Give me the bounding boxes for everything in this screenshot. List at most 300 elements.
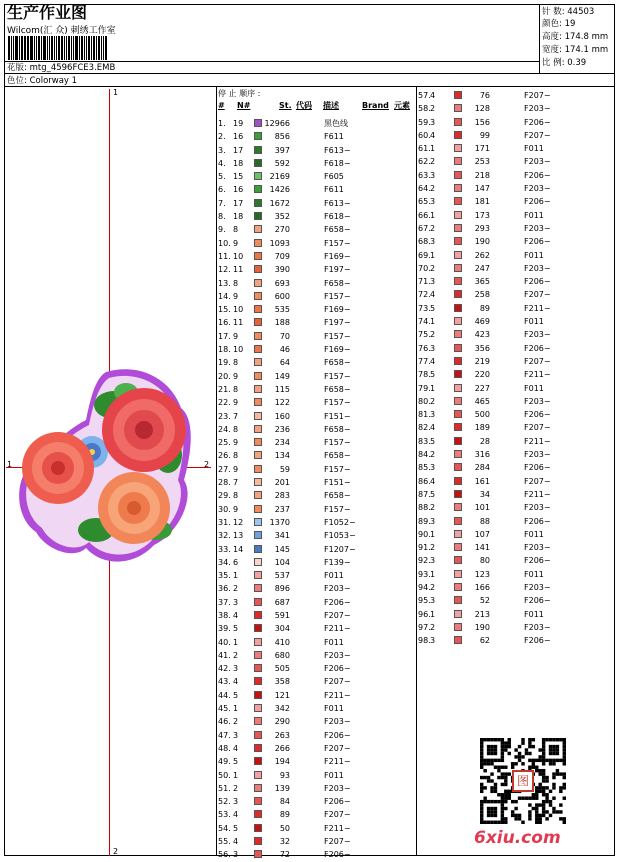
- row-index: 84.: [418, 450, 431, 460]
- row-index: 32.: [218, 531, 231, 541]
- row-index: 77.: [418, 356, 431, 366]
- thread-color-swatch: [454, 290, 462, 298]
- sequence-row: [418, 169, 551, 182]
- row-index: 96.: [418, 609, 431, 619]
- sequence-row: [418, 395, 551, 408]
- thread-code: F203−: [524, 263, 551, 273]
- thread-code: F1207−: [324, 544, 356, 554]
- stitch-count: 253: [474, 157, 490, 167]
- needle-number: 5: [430, 489, 436, 499]
- stitch-count: 500: [474, 410, 490, 420]
- design-file-row: 花版: mtg_4596FCE3.EMB: [7, 63, 116, 73]
- row-index: 31.: [218, 517, 231, 527]
- row-index: 21.: [218, 384, 231, 394]
- sequence-row: [218, 303, 414, 316]
- thread-color-swatch: [254, 545, 262, 553]
- sequence-row: [218, 210, 414, 223]
- thread-color-swatch: [254, 717, 262, 725]
- sequence-row: [218, 117, 414, 130]
- needle-number: 11: [233, 318, 244, 328]
- thread-color-swatch: [454, 131, 462, 139]
- needle-number: 9: [233, 464, 239, 474]
- thread-color-swatch: [454, 251, 462, 259]
- needle-number: 3: [430, 237, 436, 247]
- thread-code: F206−: [524, 463, 551, 473]
- sequence-row: [418, 222, 551, 235]
- stitch-count: 89: [479, 303, 490, 313]
- sequence-row: [418, 142, 544, 155]
- thread-code: F203−: [524, 396, 551, 406]
- thread-code: F203−: [524, 543, 551, 553]
- thread-color-swatch: [454, 570, 462, 578]
- thread-code: F207−: [324, 837, 351, 847]
- design-file: mtg_4596FCE3.EMB: [29, 63, 116, 73]
- needle-number: 3: [233, 730, 239, 740]
- thread-code: F211−: [324, 624, 351, 634]
- sequence-row: [218, 755, 414, 768]
- row-index: 66.: [418, 210, 431, 220]
- sequence-row: [218, 423, 414, 436]
- thread-color-swatch: [254, 451, 262, 459]
- stitch-count: 64: [279, 358, 290, 368]
- row-index: 82.: [418, 423, 431, 433]
- stitch-count: 101: [474, 503, 490, 513]
- needle-number: 4: [233, 743, 239, 753]
- stitch-count: 76: [479, 91, 490, 100]
- thread-color-swatch: [254, 850, 262, 858]
- thread-color-swatch: [454, 197, 462, 205]
- sequence-row: [218, 689, 414, 702]
- stitch-count: 356: [474, 343, 490, 353]
- needle-number: 5: [233, 624, 239, 634]
- row-index: 90.: [418, 529, 431, 539]
- stitch-count: 104: [274, 557, 290, 567]
- thread-color-swatch: [254, 279, 262, 287]
- row-index: 53.: [218, 810, 231, 820]
- thread-code: F011: [524, 250, 544, 260]
- thread-code: F203−: [324, 783, 351, 793]
- row-index: 75.: [418, 330, 431, 340]
- row-index: 85.: [418, 463, 431, 473]
- thread-code: F206−: [524, 410, 551, 420]
- stop-sequence-title: 停 止 顺序 :: [218, 89, 261, 98]
- stitch-count: 680: [274, 650, 290, 660]
- needle-number: 3: [430, 596, 436, 606]
- sequence-row: [418, 288, 551, 301]
- thread-code: F203−: [524, 503, 551, 513]
- thread-color-swatch: [254, 531, 262, 539]
- sequence-row: [218, 795, 414, 808]
- thread-color-swatch: [254, 305, 262, 313]
- thread-code: F211−: [324, 757, 351, 767]
- needle-number: 3: [430, 463, 436, 473]
- sequence-row: [218, 396, 414, 409]
- thread-color-swatch: [254, 797, 262, 805]
- thread-color-swatch: [454, 224, 462, 232]
- stitch-count: 188: [274, 318, 290, 328]
- sequence-row: [418, 568, 544, 581]
- thread-color-swatch: [254, 199, 262, 207]
- sequence-row: [418, 182, 551, 195]
- stitch-count: 219: [474, 356, 490, 366]
- needle-number: 3: [430, 170, 436, 180]
- row-index: 58.: [418, 104, 431, 114]
- stitch-count: 537: [274, 571, 290, 581]
- thread-color-swatch: [254, 425, 262, 433]
- needle-number: 6: [233, 557, 239, 567]
- sequence-row: [418, 435, 551, 448]
- stop-sequence-column-1: [218, 117, 414, 862]
- sequence-row: [418, 554, 551, 567]
- row-index: 42.: [218, 664, 231, 674]
- needle-number: 3: [430, 117, 436, 127]
- axis-label-top: 1: [113, 88, 119, 97]
- needle-number: 1: [430, 569, 436, 579]
- row-index: 98.: [418, 636, 431, 646]
- row-index: 73.: [418, 303, 431, 313]
- thread-color-swatch: [254, 159, 262, 167]
- thread-color-swatch: [454, 543, 462, 551]
- stitch-count: 171: [474, 144, 490, 154]
- thread-code: F207−: [524, 130, 551, 140]
- thread-color-swatch: [454, 237, 462, 245]
- sequence-row: [418, 461, 551, 474]
- needle-number: 16: [233, 132, 244, 142]
- stitch-count: 46: [279, 345, 290, 355]
- sequence-row: [418, 448, 551, 461]
- needle-number: 8: [233, 451, 239, 461]
- thread-code: F618−: [324, 158, 351, 168]
- needle-number: 3: [430, 410, 436, 420]
- stitch-count: 365: [474, 277, 490, 287]
- thread-code: F151−: [324, 411, 351, 421]
- thread-code: F211−: [524, 370, 551, 380]
- stitch-count: 234: [274, 438, 290, 448]
- thread-color-swatch: [454, 264, 462, 272]
- needle-number: 5: [430, 370, 436, 380]
- thread-code: F203−: [524, 622, 551, 632]
- needle-number: 3: [233, 797, 239, 807]
- needle-number: 9: [233, 438, 239, 448]
- row-index: 87.: [418, 489, 431, 499]
- watermark: 6xiu.com: [474, 828, 561, 848]
- sequence-row: [218, 370, 414, 383]
- thread-code: F157−: [324, 464, 351, 474]
- sequence-row: [418, 528, 544, 541]
- row-index: 40.: [218, 637, 231, 647]
- thread-color-swatch: [254, 465, 262, 473]
- sequence-row: [418, 382, 544, 395]
- stitch-count: 263: [274, 730, 290, 740]
- row-index: 3.: [218, 145, 226, 155]
- stitch-count: 535: [274, 305, 290, 315]
- thread-color-swatch: [254, 837, 262, 845]
- thread-color-swatch: [254, 664, 262, 672]
- needle-number: 4: [233, 837, 239, 847]
- thread-code: F206−: [324, 664, 351, 674]
- needle-number: 2: [233, 783, 239, 793]
- thread-code: F157−: [324, 438, 351, 448]
- row-index: 61.: [418, 144, 431, 154]
- thread-code: F203−: [324, 584, 351, 594]
- thread-color-swatch: [454, 423, 462, 431]
- stitch-count: 896: [274, 584, 290, 594]
- thread-color-swatch: [254, 824, 262, 832]
- barcode: [8, 36, 108, 60]
- stitch-count: 34: [479, 489, 490, 499]
- thread-color-swatch: [454, 596, 462, 604]
- needle-number: 8: [233, 491, 239, 501]
- stitch-count: 1370: [269, 517, 290, 527]
- thread-color-swatch: [454, 583, 462, 591]
- thread-code: F207−: [324, 810, 351, 820]
- stitch-count: 201: [274, 478, 290, 488]
- row-index: 69.: [418, 250, 431, 260]
- needle-number: 2: [233, 650, 239, 660]
- thread-color-swatch: [254, 372, 262, 380]
- sequence-row: [218, 183, 414, 196]
- thread-color-swatch: [454, 530, 462, 538]
- thread-code: F139−: [324, 557, 351, 567]
- stitch-count: 80: [479, 556, 490, 566]
- thread-color-swatch: [454, 144, 462, 152]
- thread-code: F206−: [324, 597, 351, 607]
- thread-code: F613−: [324, 145, 351, 155]
- thread-color-swatch: [454, 384, 462, 392]
- row-index: 44.: [218, 690, 231, 700]
- row-index: 35.: [218, 571, 231, 581]
- sequence-row: [418, 262, 551, 275]
- row-index: 29.: [218, 491, 231, 501]
- sequence-row: [418, 328, 551, 341]
- sequence-row: [218, 582, 414, 595]
- thread-color-swatch: [454, 171, 462, 179]
- needle-number: 2: [233, 717, 239, 727]
- thread-code: F211−: [524, 436, 551, 446]
- row-index: 23.: [218, 411, 231, 421]
- stitch-count: 270: [274, 225, 290, 235]
- col-header-description: 描述: [323, 101, 339, 110]
- rose-embroidery-design: [6, 360, 206, 580]
- needle-number: 9: [233, 398, 239, 408]
- sequence-row: [218, 290, 414, 303]
- stitch-count: 247: [474, 263, 490, 273]
- thread-color-swatch: [254, 119, 262, 127]
- thread-code: F169−: [324, 345, 351, 355]
- stitch-count: 236: [274, 424, 290, 434]
- sequence-row: [218, 769, 414, 782]
- thread-code: F206−: [324, 797, 351, 807]
- sequence-row: [418, 594, 551, 607]
- row-index: 74.: [418, 317, 431, 327]
- thread-code: F211−: [524, 303, 551, 313]
- needle-number: 4: [233, 810, 239, 820]
- thread-code: F206−: [524, 237, 551, 247]
- thread-color-swatch: [254, 624, 262, 632]
- row-index: 4.: [218, 158, 226, 168]
- stitch-count: 693: [274, 278, 290, 288]
- thread-color-swatch: [254, 611, 262, 619]
- row-index: 97.: [418, 622, 431, 632]
- thread-code: F211−: [324, 823, 351, 833]
- sequence-row: [218, 529, 414, 542]
- stitch-count: 304: [274, 624, 290, 634]
- thread-code: F206−: [524, 343, 551, 353]
- stitch-count: 190: [474, 622, 490, 632]
- row-index: 54.: [218, 823, 231, 833]
- stitch-count: 592: [274, 158, 290, 168]
- row-index: 34.: [218, 557, 231, 567]
- sequence-row: [218, 835, 414, 848]
- stitch-count: 161: [474, 476, 490, 486]
- thread-color-swatch: [254, 771, 262, 779]
- needle-number: 1: [233, 637, 239, 647]
- stitch-count: 52: [479, 596, 490, 606]
- stitch-count: 122: [274, 398, 290, 408]
- sequence-row: [218, 157, 414, 170]
- row-index: 57.: [418, 91, 431, 100]
- thread-code: F207−: [324, 677, 351, 687]
- thread-color-swatch: [454, 277, 462, 285]
- sequence-row: [218, 463, 414, 476]
- needle-number: 7: [233, 478, 239, 488]
- needle-number: 5: [233, 690, 239, 700]
- thread-color-swatch: [254, 345, 262, 353]
- thread-code: F011: [524, 569, 544, 579]
- needle-number: 4: [430, 476, 436, 486]
- thread-code: F611: [324, 132, 344, 142]
- thread-color-swatch: [254, 491, 262, 499]
- row-index: 12.: [218, 265, 231, 275]
- row-index: 94.: [418, 582, 431, 592]
- needle-number: 2: [430, 622, 436, 632]
- thread-code: F206−: [524, 197, 551, 207]
- thread-color-swatch: [454, 370, 462, 378]
- needle-number: 9: [233, 238, 239, 248]
- thread-color-swatch: [454, 304, 462, 312]
- stitch-count: 218: [474, 170, 490, 180]
- sequence-row: [218, 675, 414, 688]
- stitch-count: 147: [474, 184, 490, 194]
- sequence-row: [218, 715, 414, 728]
- row-index: 55.: [218, 837, 231, 847]
- needle-number: 3: [430, 277, 436, 287]
- thread-code: F203−: [524, 330, 551, 340]
- row-index: 2.: [218, 132, 226, 142]
- stitch-count: 121: [274, 690, 290, 700]
- row-index: 63.: [418, 170, 431, 180]
- row-index: 45.: [218, 704, 231, 714]
- thread-color-swatch: [254, 677, 262, 685]
- needle-number: 4: [430, 130, 436, 140]
- stitch-count: 194: [274, 757, 290, 767]
- thread-color-swatch: [254, 185, 262, 193]
- needle-number: 1: [233, 770, 239, 780]
- thread-code: F151−: [324, 478, 351, 488]
- thread-color-swatch: [254, 505, 262, 513]
- row-index: 7.: [218, 198, 226, 208]
- stitch-count: 410: [274, 637, 290, 647]
- needle-number: 13: [233, 531, 244, 541]
- row-index: 8.: [218, 212, 226, 222]
- row-index: 39.: [218, 624, 231, 634]
- row-index: 68.: [418, 237, 431, 247]
- needle-number: 1: [233, 571, 239, 581]
- needle-number: 10: [233, 345, 244, 355]
- thread-code: F207−: [324, 743, 351, 753]
- sequence-row: [418, 355, 551, 368]
- needle-number: 2: [430, 396, 436, 406]
- thread-color-swatch: [254, 691, 262, 699]
- thread-code: F207−: [324, 610, 351, 620]
- sequence-row: [418, 488, 551, 501]
- needle-number: 18: [233, 158, 244, 168]
- sequence-row: [418, 89, 551, 102]
- stitch-count: 856: [274, 132, 290, 142]
- stitch-count: 505: [274, 664, 290, 674]
- thread-color-swatch: [254, 704, 262, 712]
- sequence-row: [418, 541, 551, 554]
- thread-code: F169−: [324, 251, 351, 261]
- thread-code: F658−: [324, 358, 351, 368]
- row-index: 78.: [418, 370, 431, 380]
- thread-color-swatch: [254, 358, 262, 366]
- row-index: 20.: [218, 371, 231, 381]
- needle-number: 3: [430, 343, 436, 353]
- thread-code: F611: [324, 185, 344, 195]
- row-index: 16.: [218, 318, 231, 328]
- thread-code: F157−: [324, 238, 351, 248]
- stitch-count: 156: [474, 117, 490, 127]
- qr-logo-stamp: 图: [512, 770, 534, 792]
- thread-color-swatch: [454, 91, 462, 99]
- needle-number: 3: [233, 664, 239, 674]
- thread-color-swatch: [454, 490, 462, 498]
- sequence-row: [218, 543, 414, 556]
- row-index: 50.: [218, 770, 231, 780]
- row-index: 83.: [418, 436, 431, 446]
- needle-number: 2: [430, 503, 436, 513]
- sequence-row: [418, 342, 551, 355]
- needle-number: 2: [430, 543, 436, 553]
- needle-number: 17: [233, 145, 244, 155]
- stitch-count: 227: [474, 383, 490, 393]
- row-index: 18.: [218, 345, 231, 355]
- stitch-count: 1426: [269, 185, 290, 195]
- sequence-row: [218, 622, 414, 635]
- needle-number: 1: [430, 210, 436, 220]
- sequence-row: [418, 315, 544, 328]
- thread-color-swatch: [254, 146, 262, 154]
- sequence-row: [218, 516, 414, 529]
- sequence-row: [218, 197, 414, 210]
- needle-number: 5: [233, 823, 239, 833]
- sequence-row: [418, 421, 551, 434]
- thread-code: F197−: [324, 265, 351, 275]
- stitch-count: 89: [279, 810, 290, 820]
- thread-code: F157−: [324, 331, 351, 341]
- thread-code: F011: [524, 529, 544, 539]
- row-index: 25.: [218, 438, 231, 448]
- design-width: 宽度: 174.1 mm: [542, 45, 609, 55]
- stitch-count: 72: [279, 850, 290, 860]
- needle-number: 2: [430, 263, 436, 273]
- thread-code: F011: [524, 609, 544, 619]
- thread-color-swatch: [254, 398, 262, 406]
- needle-number: 4: [430, 91, 436, 100]
- needle-number: 2: [233, 584, 239, 594]
- thread-code: F613−: [324, 198, 351, 208]
